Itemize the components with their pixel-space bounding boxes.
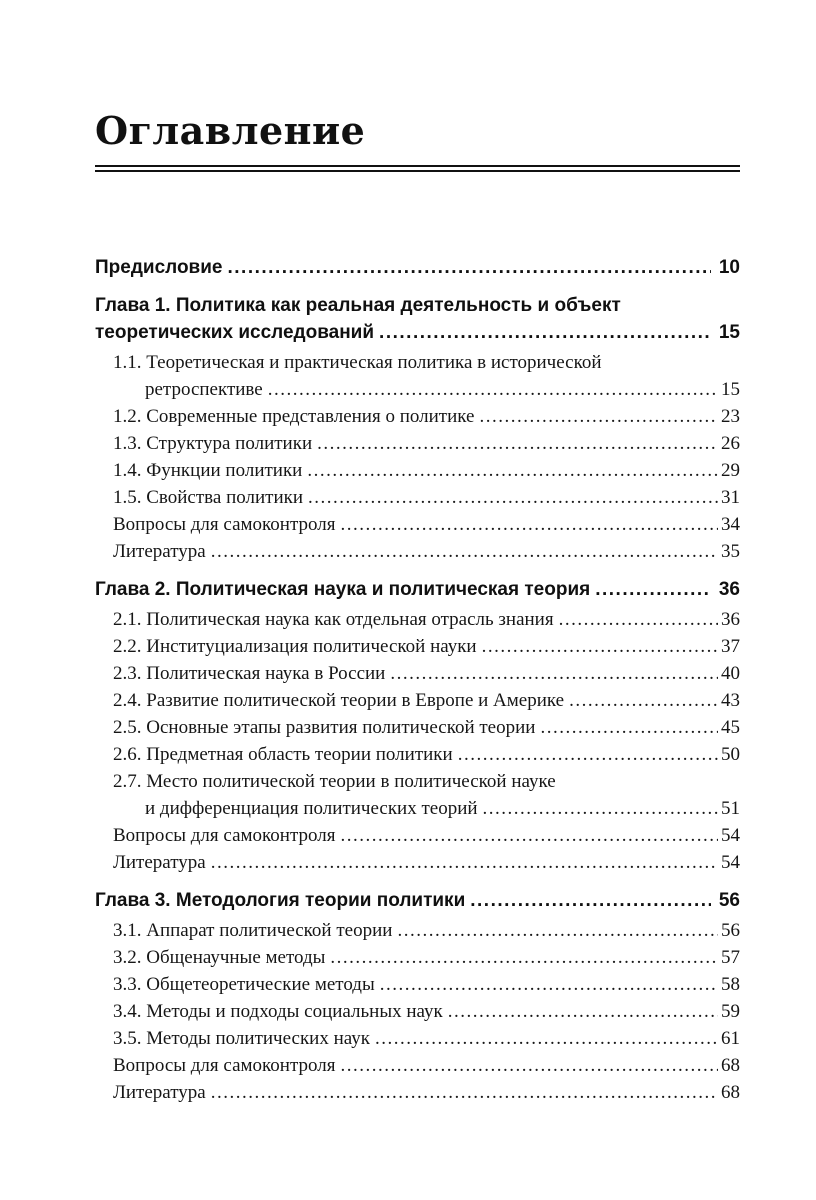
toc-entry-title-line2: ретроспективе [145,379,263,400]
toc-entry-page-number: 31 [721,487,740,508]
toc-entry-chapter [95,292,740,346]
toc-entry-title: 3.1. Аппарат политической теории [113,920,393,941]
toc-entry-title: 2.3. Политическая наука в России [113,663,386,684]
toc-entry-section [95,403,740,430]
dot-leader [482,633,718,660]
toc-entry-section [95,633,740,660]
dot-leader [308,484,718,511]
toc-entry-page-number: 61 [721,1028,740,1049]
dot-leader [540,714,718,741]
toc-entry-title: Литература [113,852,206,873]
toc-entry-title: 3.5. Методы политических наук [113,1028,370,1049]
toc-entry-title: 2.4. Развитие политической теории в Европе и Америке [113,690,565,711]
dot-leader [340,511,718,538]
toc-entry-section [95,349,740,403]
toc-entry-title: 2.2. Институциализация политической науки [113,636,477,657]
dot-leader [397,917,718,944]
dot-leader [211,1079,718,1106]
toc-entry-title: 2.5. Основные этапы развития политической теории [113,717,536,738]
toc-entry-page-number: 54 [721,852,740,873]
toc-entry-section [95,714,740,741]
toc-entry-section [95,917,740,944]
dot-leader [340,822,718,849]
toc-entry-chapter [95,887,740,914]
dot-leader [479,403,718,430]
toc-entry-page-number: 23 [721,406,740,427]
toc-entry-section [95,660,740,687]
toc-entry-section [95,944,740,971]
toc-entry-page-number: 54 [721,825,740,846]
toc-entry-title: Предисловие [95,257,223,278]
toc-entry-section [95,430,740,457]
toc-entry-title: 3.4. Методы и подходы социальных наук [113,1001,443,1022]
toc-entry-title: Вопросы для самоконтроля [113,514,336,535]
dot-leader [268,376,718,403]
toc-entry-page-number: 51 [721,798,740,819]
toc-entry-title: Вопросы для самоконтроля [113,825,336,846]
toc-entry-continuation [113,795,740,822]
dot-leader [595,576,711,603]
dot-leader [330,944,718,971]
dot-leader [380,971,718,998]
toc-entry-title: 1.2. Современные представления о политике [113,406,475,427]
toc-entry-section [95,511,740,538]
toc-entry-title: Вопросы для самоконтроля [113,1055,336,1076]
toc-entry-page-number: 37 [721,636,740,657]
dot-leader [483,795,718,822]
toc-entry-section [95,998,740,1025]
toc-entry-section [95,457,740,484]
toc-entry-page-number: 58 [721,974,740,995]
toc-entry-continuation [95,319,740,346]
dot-leader [375,1025,718,1052]
toc-entry-section [95,971,740,998]
toc-entry-section [95,484,740,511]
toc-entry-page-number: 45 [721,717,740,738]
toc-entry-section [95,1025,740,1052]
toc-entry-title-line1: 1.1. Теоретическая и практическая политика в исторической [113,352,602,373]
toc-entry-title: 1.3. Структура политики [113,433,313,454]
dot-leader [569,687,718,714]
dot-leader [307,457,718,484]
dot-leader [379,319,711,346]
toc-entry-title: 3.2. Общенаучные методы [113,947,326,968]
toc-entry-title-line1: 2.7. Место политической теории в политической науке [113,771,556,792]
toc-entry-title: 1.4. Функции политики [113,460,303,481]
toc-entry-page-number: 57 [721,947,740,968]
toc-entry-section [95,687,740,714]
toc-list [95,254,740,1106]
dot-leader [390,660,718,687]
toc-entry-page-number: 68 [721,1082,740,1103]
toc-entry-chapter [95,576,740,603]
toc-entry-page-number: 15 [721,379,740,400]
toc-entry-section [95,1052,740,1079]
toc-entry-page-number: 34 [721,514,740,535]
toc-entry-title-line2: теоретических исследований [95,322,375,343]
toc-entry-page-number: 50 [721,744,740,765]
toc-entry-page-number: 56 [721,920,740,941]
title-double-rule [95,165,740,172]
toc-entry-title: Литература [113,541,206,562]
toc-entry-page-number: 10 [718,257,740,278]
toc-entry-section [95,768,740,822]
page-title: Оглавление [95,108,366,153]
toc-entry-section [95,538,740,565]
toc-entry-title: 3.3. Общетеоретические методы [113,974,375,995]
toc-entry-page-number: 43 [721,690,740,711]
toc-entry-page-number: 36 [721,609,740,630]
toc-entry-title: 2.1. Политическая наука как отдельная отрасль знания [113,609,554,630]
dot-leader [559,606,718,633]
dot-leader [317,430,718,457]
toc-entry-page-number: 15 [718,322,740,343]
toc-entry-page-number: 35 [721,541,740,562]
dot-leader [470,887,711,914]
dot-leader [448,998,718,1025]
toc-entry-page-number: 68 [721,1055,740,1076]
toc-entry-continuation [113,376,740,403]
toc-entry-page-number: 40 [721,663,740,684]
toc-entry-title: Глава 2. Политическая наука и политическая теория [95,579,591,600]
toc-entry-section [95,606,740,633]
toc-entry-title: Литература [113,1082,206,1103]
toc-entry-page-number: 26 [721,433,740,454]
toc-entry-page-number: 36 [718,579,740,600]
toc-entry-title: 2.6. Предметная область теории политики [113,744,453,765]
toc-entry-title-line1: Глава 1. Политика как реальная деятельность и объект [95,295,621,316]
toc-entry-section [95,822,740,849]
dot-leader [458,741,718,768]
dot-leader [211,849,718,876]
dot-leader [340,1052,718,1079]
toc-entry-section [95,741,740,768]
dot-leader [211,538,718,565]
dot-leader [228,254,711,281]
toc-entry-title-line2: и дифференциация политических теорий [145,798,478,819]
toc-entry-page-number: 59 [721,1001,740,1022]
toc-entry-page-number: 29 [721,460,740,481]
toc-entry-title: 1.5. Свойства политики [113,487,304,508]
toc-entry-page-number: 56 [718,890,740,911]
toc-entry-section [95,849,740,876]
toc-entry-title: Глава 3. Методология теории политики [95,890,466,911]
toc-entry-section [95,1079,740,1106]
toc-entry-chapter [95,254,740,281]
